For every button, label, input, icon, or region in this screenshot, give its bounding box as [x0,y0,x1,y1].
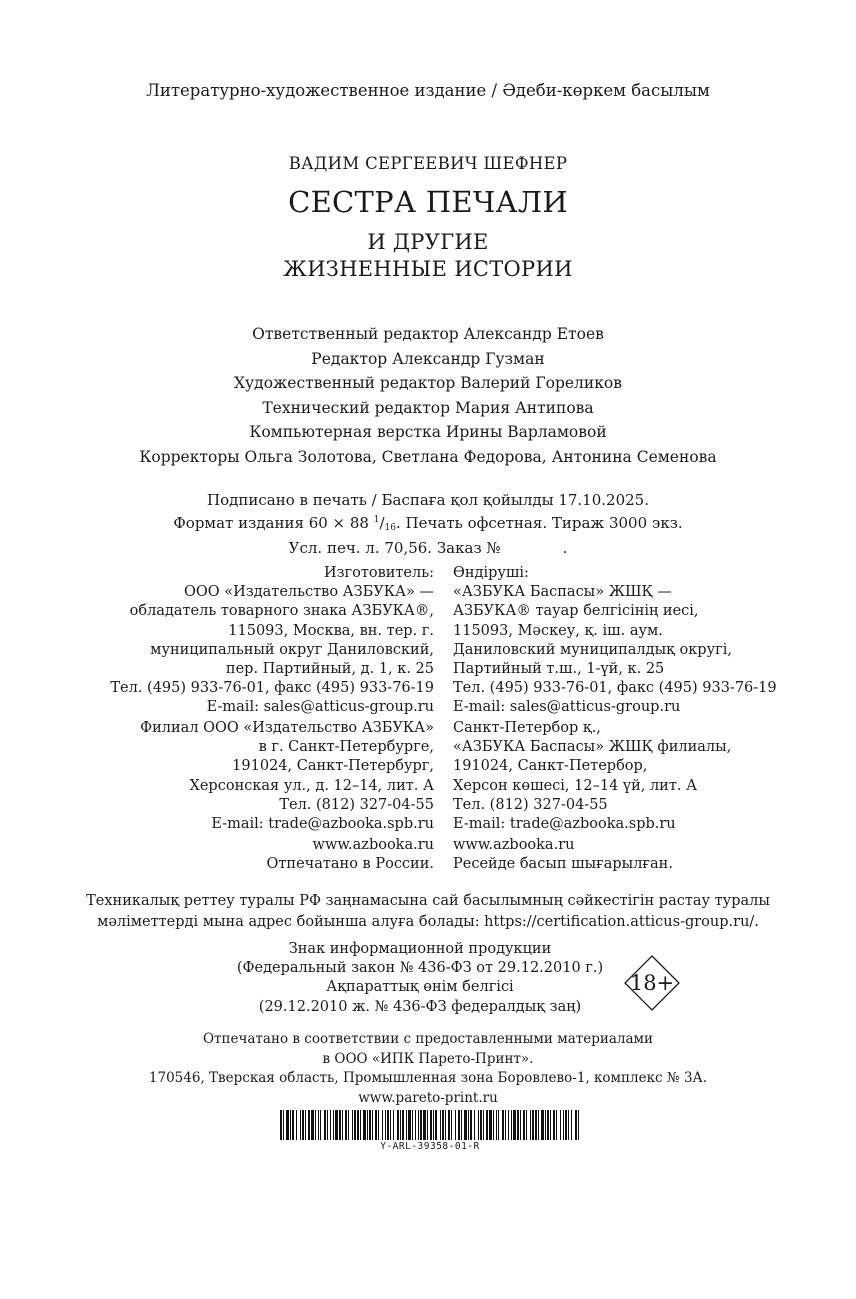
barcode-bar [408,1110,411,1140]
barcode-bar [455,1110,456,1140]
branch-kz-line: Тел. (812) 327-04-55 [453,796,608,813]
barcode-bar [330,1110,331,1140]
barcode-bar [369,1110,371,1140]
barcode-bar [547,1110,549,1140]
info-sign-line: Знак информационной продукции [288,941,552,957]
manufacturer-kz-line: Өндіруші: [453,565,529,581]
barcode-bar [505,1110,506,1140]
barcode-bar [538,1110,539,1140]
barcode-bar [442,1110,444,1140]
certification-line: мәліметтерді мына адрес бойынша алуға болады: https://certification.atticus-group.ru/. [97,913,759,930]
printer-line: www.pareto-print.ru [358,1089,498,1106]
author-name: ВАДИМ СЕРГЕЕВИЧ ШЕФНЕР [288,154,568,173]
barcode-bar [372,1110,373,1140]
credit-line: Художественный редактор Валерий Гореликов [234,374,622,392]
barcode-bar [286,1110,289,1140]
branch-ru [100,719,434,834]
edition-type: Литературно-художественное издание / Әдеби-көркем басылым [146,81,710,100]
barcode-bar [280,1110,282,1140]
barcode-bar [311,1110,314,1140]
manufacturer-ru [100,564,434,718]
footer-kz-line: Ресейде басып шығарылған. [453,856,673,873]
footer-ru [100,836,434,874]
barcode-bar [427,1110,428,1140]
barcode-bar [468,1110,469,1140]
barcode-bar [541,1110,544,1140]
credit-line: Редактор Александр Гузман [311,349,545,368]
barcode-bar [402,1110,404,1140]
certification-line: Техникалық реттеу туралы РФ заңнамасына сай басылымның сәйкестігін растау туралы [86,893,770,909]
barcode-bar [461,1110,462,1140]
barcode-bar [378,1110,379,1140]
manufacturer-kz-line: АЗБУКА® тауар белгісінің иесі, [453,603,699,620]
manufacturer-kz-line: «АЗБУКА Баспасы» ЖШҚ — [453,584,672,601]
barcode-bar [375,1110,377,1140]
barcode-bar [327,1110,328,1140]
book-subtitle-line-2: ЖИЗНЕННЫЕ ИСТОРИИ [283,257,573,281]
barcode-bar [420,1110,422,1140]
barcode-bar [571,1110,572,1140]
credit-line: Технический редактор Мария Антипова [262,398,594,417]
footer-kz [453,836,833,874]
print-format [0,510,856,538]
barcode-bar [283,1110,284,1140]
branch-ru-line: E-mail: trade@azbooka.spb.ru [211,816,434,833]
barcode-bar [478,1110,479,1140]
format-suffix: . Печать офсетная. Тираж 3000 экз. [395,514,683,532]
barcode-bar [565,1110,567,1140]
manufacturer-kz-line: Даниловский муниципалдық округі, [453,641,732,658]
printer-line: Отпечатано в соответствии с предоставленными материалами [202,1031,654,1047]
manufacturer-ru-line: Тел. (495) 933-76-01, факс (495) 933-76-19 [110,680,434,697]
barcode-bar [333,1110,334,1140]
barcode-bar [387,1110,389,1140]
barcode-bar [292,1110,294,1140]
print-order: Усл. печ. л. 70,56. Заказ № . [288,539,568,557]
info-sign-block [220,940,620,1017]
barcode-bar [406,1110,407,1140]
manufacturer-ru-line: ООО «Издательство АЗБУКА» — [184,584,434,601]
barcode-bar [348,1110,349,1140]
barcode-bar [367,1110,368,1140]
barcode-bar [400,1110,401,1140]
barcode-bar [393,1110,394,1140]
barcode-bar [440,1110,441,1140]
info-sign-line: Ақпараттық өнім белгісі [326,979,514,996]
book-title: СЕСТРА ПЕЧАЛИ [288,185,568,219]
info-sign-line: (Федеральный закон № 436-ФЗ от 29.12.2010 г.) [236,960,604,977]
barcode-bar [464,1110,467,1140]
barcode-bar [532,1110,534,1140]
branch-kz-line: «АЗБУКА Баспасы» ЖШҚ филиалы, [453,739,732,756]
barcode-bar [302,1110,304,1140]
barcode-bar [560,1110,561,1140]
credit-line: Компьютерная верстка Ирины Варламовой [249,423,607,441]
footer-ru-line: www.azbooka.ru [312,837,434,853]
manufacturer-ru-line: Изготовитель: [323,565,434,581]
barcode-bar [300,1110,301,1140]
branch-kz-line: 191024, Санкт-Петербор, [453,758,648,775]
barcode-bar [448,1110,450,1140]
credit-line: Ответственный редактор Александр Етоев [252,325,604,343]
barcode-bar [324,1110,326,1140]
branch-kz [453,719,833,834]
barcode-bar [556,1110,557,1140]
barcode-bar [526,1110,527,1140]
branch-ru-line: Тел. (812) 327-04-55 [279,796,434,813]
barcode-bar [486,1110,488,1140]
barcode-bar [345,1110,347,1140]
barcode-bar [360,1110,361,1140]
barcode-bar [335,1110,338,1140]
barcode-code: Y-ARL-39358-01-R [380,1141,480,1152]
barcode-bar [563,1110,564,1140]
branch-ru-line: Филиал ООО «Издательство АЗБУКА» [140,720,434,736]
manufacturer-kz-line: Тел. (495) 933-76-01, факс (495) 933-76-19 [453,680,777,697]
format-numerator: 1 [373,515,380,525]
barcode-bar [430,1110,432,1140]
branch-ru-line: Херсонская ул., д. 12–14, лит. А [189,777,434,794]
barcode-bar [511,1110,512,1140]
info-sign-line: (29.12.2010 ж. № 436-ФЗ федералдық заң) [258,998,582,1015]
barcode-bar [513,1110,516,1140]
barcode-bar [508,1110,509,1140]
credits-block [0,322,856,469]
barcode-bar [435,1110,437,1140]
manufacturer-ru-line: пер. Партийный, д. 1, к. 25 [225,661,434,678]
barcode-bar [352,1110,353,1140]
barcode-bar [496,1110,497,1140]
barcode-bar [423,1110,426,1140]
age-rating-text: 18+ [629,971,675,995]
barcode-bar [320,1110,321,1140]
barcode [280,1110,580,1140]
barcode-bar [489,1110,492,1140]
barcode-bar [445,1110,446,1140]
format-slash: / [379,514,385,532]
format-prefix: Формат издания 60 × 88 [173,514,374,532]
book-subtitle-line-1: И ДРУГИЕ [367,230,489,254]
manufacturer-ru-line: E-mail: sales@atticus-group.ru [206,699,434,716]
barcode-bar [418,1110,419,1140]
certification-note [0,891,856,932]
barcode-bar [520,1110,521,1140]
barcode-bar [458,1110,460,1140]
branch-ru-line: 191024, Санкт-Петербург, [232,758,434,775]
barcode-bar [502,1110,504,1140]
barcode-bar [523,1110,525,1140]
barcode-bar [474,1110,475,1140]
format-denominator: 16 [384,523,396,533]
barcode-bar [483,1110,484,1140]
manufacturer-ru-line: обладатель товарного знака АЗБУКА®, [129,603,434,620]
print-info-block [0,490,856,558]
barcode-bar [550,1110,551,1140]
barcode-bar [480,1110,482,1140]
manufacturer-kz [453,564,833,718]
manufacturer-kz-line: Партийный т.ш., 1-үй, к. 25 [453,661,665,678]
barcode-bar [296,1110,297,1140]
barcode-bar [535,1110,537,1140]
barcode-bar [308,1110,310,1140]
barcode-bar [342,1110,343,1140]
barcode-bar [390,1110,391,1140]
barcode-bar [553,1110,555,1140]
printer-line: 170546, Тверская область, Промышленная зона Боровлево-1, комплекс № 3А. [148,1070,708,1086]
barcode-bar [363,1110,366,1140]
barcode-bar [545,1110,546,1140]
barcode-bar [385,1110,386,1140]
barcode-bar [415,1110,416,1140]
barcode-bar [568,1110,569,1140]
barcode-bar [517,1110,519,1140]
barcode-bar [305,1110,306,1140]
branch-kz-line: E-mail: trade@azbooka.spb.ru [453,816,676,833]
footer-kz-line: www.azbooka.ru [453,837,575,853]
barcode-bar [433,1110,434,1140]
barcode-bar [575,1110,577,1140]
footer-ru-line: Отпечатано в России. [266,856,434,873]
barcode-bar [412,1110,413,1140]
barcode-bar [354,1110,356,1140]
printer-line: в ООО «ИПК Парето-Принт». [322,1050,534,1067]
barcode-bar [397,1110,399,1140]
barcode-bar [382,1110,383,1140]
branch-kz-line: Херсон көшесі, 12–14 үй, лит. А [453,777,698,794]
barcode-bar [357,1110,359,1140]
barcode-bar [498,1110,499,1140]
barcode-bar [578,1110,579,1140]
manufacturer-ru-line: 115093, Москва, вн. тер. г. [228,622,434,639]
barcode-bar [451,1110,452,1140]
printer-block [0,1030,856,1108]
manufacturer-kz-line: 115093, Мәскеу, қ. іш. аум. [453,622,663,639]
barcode-bar [290,1110,291,1140]
manufacturer-ru-line: муниципальный округ Даниловский, [150,641,434,658]
branch-kz-line: Санкт-Петербор қ., [453,720,601,736]
print-signed: Подписано в печать / Баспаға қол қойылды 17.10.2025. [207,491,649,509]
branch-ru-line: в г. Санкт-Петербурге, [258,739,434,756]
barcode-bar [339,1110,341,1140]
manufacturer-kz-line: E-mail: sales@atticus-group.ru [453,699,681,716]
barcode-bar [315,1110,316,1140]
barcode-bar [493,1110,494,1140]
barcode-bar [318,1110,319,1140]
credit-line: Корректоры Ольга Золотова, Светлана Федорова, Антонина Семенова [139,447,717,466]
barcode-bar [470,1110,472,1140]
barcode-bar [530,1110,531,1140]
age-rating-badge [624,955,680,1011]
